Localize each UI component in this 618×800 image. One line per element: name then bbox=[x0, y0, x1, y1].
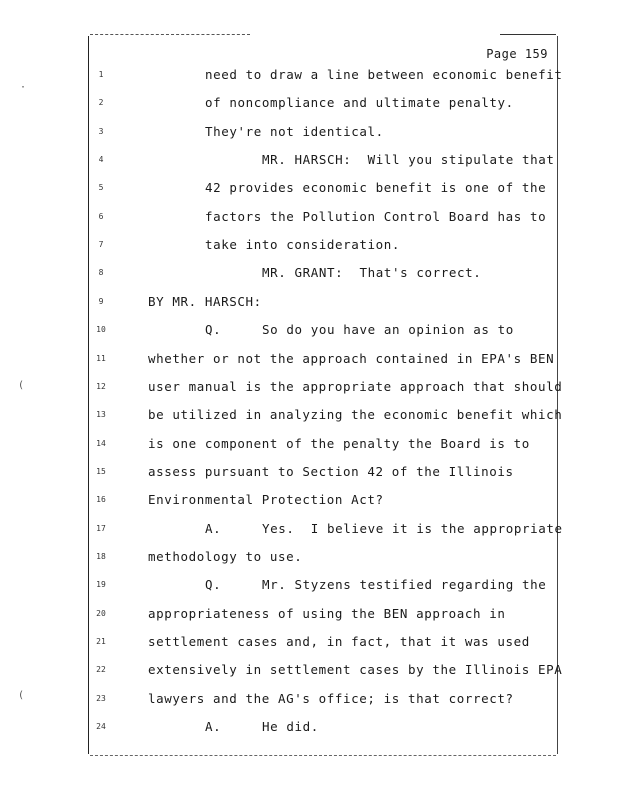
transcript-line bbox=[0, 661, 563, 679]
line-body: He did. bbox=[262, 719, 319, 735]
line-body: take into consideration. bbox=[205, 237, 401, 253]
line-body: BY MR. HARSCH: bbox=[148, 293, 262, 309]
line-number: 24 bbox=[96, 722, 106, 732]
line-number: 19 bbox=[96, 580, 106, 590]
line-body: assess pursuant to Section 42 of the Illinois bbox=[148, 463, 514, 479]
transcript-line bbox=[0, 94, 560, 112]
line-text bbox=[148, 435, 530, 453]
line-body: need to draw a line between economic benefit bbox=[205, 67, 563, 82]
line-body: 42 provides economic benefit is one of the bbox=[205, 180, 547, 196]
line-body: So do you have an opinion as to bbox=[262, 322, 514, 338]
line-body: extensively in settlement cases by the Illinois EPA bbox=[148, 662, 563, 678]
transcript-line bbox=[0, 633, 560, 651]
top-rule-right bbox=[500, 34, 556, 35]
line-text bbox=[205, 520, 563, 538]
line-number: 11 bbox=[96, 353, 106, 363]
transcript-line bbox=[0, 123, 560, 141]
line-text bbox=[148, 463, 514, 481]
line-number: 22 bbox=[96, 665, 106, 675]
line-body: MR. HARSCH: Will you stipulate that bbox=[262, 152, 555, 168]
line-text bbox=[205, 123, 384, 141]
line-number: 17 bbox=[96, 523, 106, 533]
transcript-line bbox=[0, 321, 560, 339]
transcript-line bbox=[0, 406, 563, 424]
line-text bbox=[148, 548, 302, 566]
line-body: They're not identical. bbox=[205, 123, 384, 139]
line-number: 9 bbox=[98, 296, 104, 306]
line-text bbox=[205, 321, 514, 339]
line-text bbox=[205, 236, 400, 254]
line-number: 18 bbox=[96, 551, 106, 561]
transcript-line bbox=[0, 264, 560, 282]
line-text bbox=[205, 576, 546, 594]
line-text bbox=[148, 350, 554, 368]
line-number: 7 bbox=[98, 240, 104, 250]
line-text bbox=[148, 633, 530, 651]
line-number: 23 bbox=[96, 693, 106, 703]
transcript-line bbox=[0, 435, 560, 453]
transcript-line bbox=[0, 179, 560, 197]
transcript-line bbox=[0, 236, 560, 254]
line-number: 12 bbox=[96, 381, 106, 391]
line-body: lawyers and the AG's office; is that correct? bbox=[148, 690, 514, 706]
line-body: factors the Pollution Control Board has to bbox=[205, 208, 547, 224]
line-number: 5 bbox=[98, 183, 104, 193]
line-number: 14 bbox=[96, 438, 106, 448]
transcript-line bbox=[0, 548, 560, 566]
line-text bbox=[148, 378, 562, 396]
line-body: MR. GRANT: That's correct. bbox=[262, 265, 482, 281]
bottom-rule bbox=[90, 755, 556, 756]
line-text bbox=[148, 690, 514, 708]
transcript-line bbox=[0, 463, 560, 481]
transcript-line bbox=[0, 208, 560, 226]
transcript-line bbox=[0, 491, 560, 509]
qa-label: A. bbox=[205, 719, 222, 735]
line-text bbox=[205, 208, 546, 226]
margin-speck: ( bbox=[18, 690, 25, 701]
qa-label: A. bbox=[205, 520, 222, 536]
line-number: 4 bbox=[98, 155, 104, 165]
line-text bbox=[262, 151, 555, 169]
transcript-line bbox=[0, 151, 560, 169]
line-text bbox=[205, 66, 563, 84]
margin-speck: ( bbox=[18, 380, 25, 391]
transcript-line bbox=[0, 520, 563, 538]
transcript-line bbox=[0, 576, 560, 594]
line-body: user manual is the appropriate approach that should bbox=[148, 378, 563, 394]
line-body: methodology to use. bbox=[148, 548, 303, 564]
transcript-line bbox=[0, 66, 563, 84]
line-body: is one component of the penalty the Board is to bbox=[148, 435, 530, 451]
line-number: 16 bbox=[96, 495, 106, 505]
transcript-line bbox=[0, 690, 560, 708]
line-text bbox=[148, 661, 562, 679]
line-body: whether or not the approach contained in EPA's BEN bbox=[148, 350, 555, 366]
line-number: 15 bbox=[96, 466, 106, 476]
line-text bbox=[148, 491, 384, 509]
line-text bbox=[205, 718, 319, 736]
transcript-line bbox=[0, 718, 560, 736]
line-body: appropriateness of using the BEN approach in bbox=[148, 605, 506, 621]
line-body: Yes. I believe it is the appropriate bbox=[262, 520, 563, 536]
line-text bbox=[148, 293, 262, 311]
line-text bbox=[148, 605, 506, 623]
transcript-line bbox=[0, 350, 560, 368]
line-number: 13 bbox=[96, 410, 106, 420]
qa-label: Q. bbox=[205, 322, 222, 338]
transcript-line bbox=[0, 378, 563, 396]
transcript-line bbox=[0, 605, 560, 623]
line-body: be utilized in analyzing the economic benefit which bbox=[148, 407, 563, 423]
line-number: 21 bbox=[96, 637, 106, 646]
margin-speck: · bbox=[20, 82, 27, 93]
transcript-line bbox=[0, 293, 560, 311]
line-body: Mr. Styzens testified regarding the bbox=[262, 577, 547, 593]
line-text bbox=[148, 406, 562, 424]
line-text bbox=[262, 264, 481, 282]
line-number: 2 bbox=[98, 98, 104, 108]
line-number: 8 bbox=[98, 268, 104, 278]
line-text bbox=[205, 179, 546, 197]
line-number: 20 bbox=[96, 608, 106, 618]
line-number: 1 bbox=[98, 70, 104, 79]
line-number: 6 bbox=[98, 211, 104, 221]
line-body: settlement cases and, in fact, that it was used bbox=[148, 634, 530, 649]
line-text bbox=[205, 94, 514, 112]
line-number: 3 bbox=[98, 126, 104, 136]
line-body: of noncompliance and ultimate penalty. bbox=[205, 95, 514, 111]
top-rule bbox=[90, 34, 250, 35]
page-number-label: Page 159 bbox=[486, 47, 548, 61]
line-body: Environmental Protection Act? bbox=[148, 492, 384, 508]
line-number: 10 bbox=[96, 325, 106, 335]
qa-label: Q. bbox=[205, 577, 222, 593]
